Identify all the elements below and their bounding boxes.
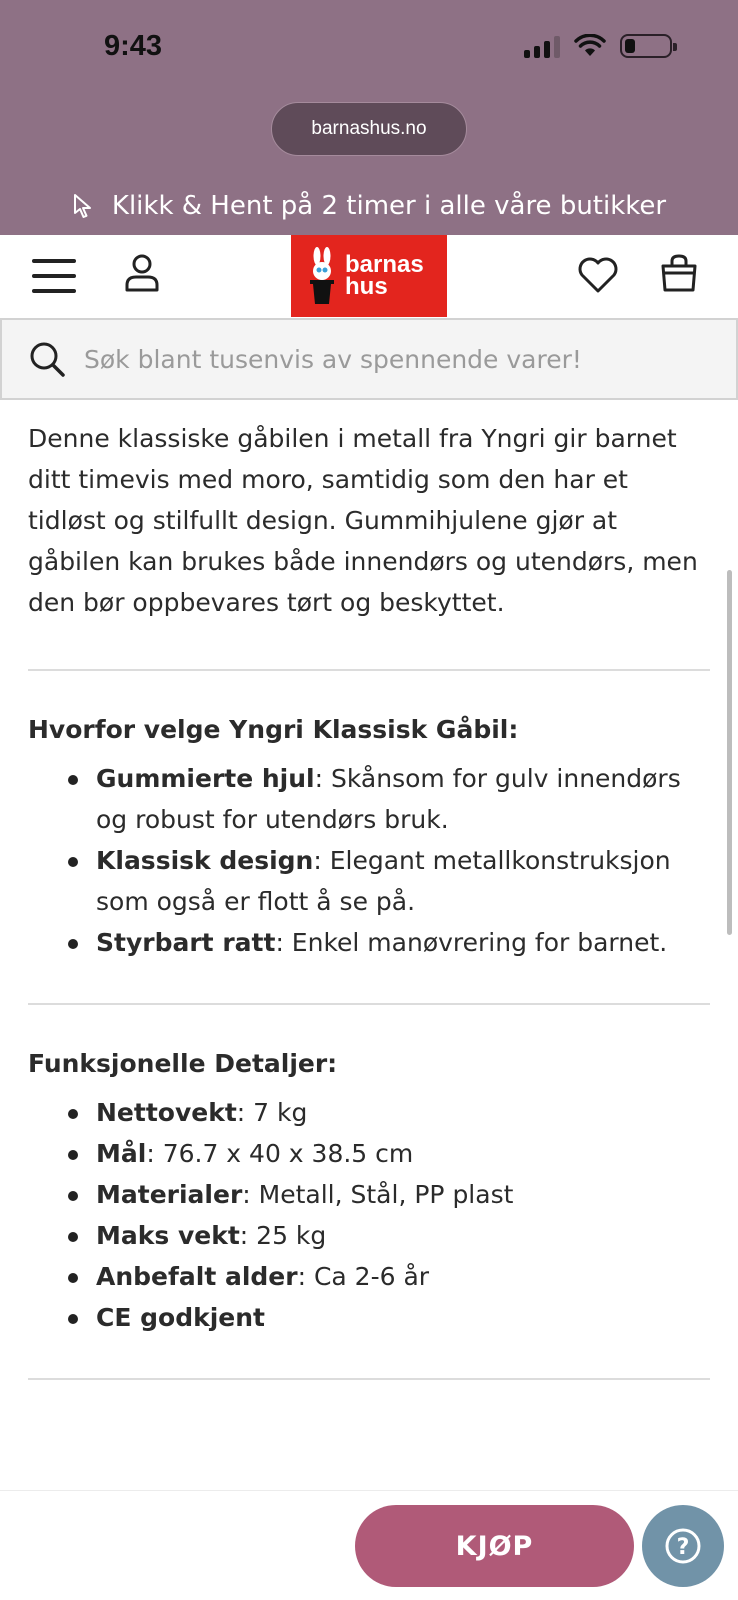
details-title: Funksjonelle Detaljer: [28, 1049, 338, 1078]
scrollbar[interactable] [727, 570, 732, 935]
item-label: Klassisk design [96, 846, 314, 875]
status-icons [524, 34, 672, 58]
svg-text:?: ? [676, 1535, 690, 1560]
menu-icon[interactable] [32, 259, 76, 293]
help-question-icon [663, 1526, 703, 1566]
search-input[interactable] [84, 345, 684, 374]
logo-line1: barnas [345, 251, 424, 278]
promo-text: Klikk & Hent på 2 timer i alle våre butikker [111, 191, 667, 221]
why-list [66, 758, 712, 963]
list-item [66, 1092, 712, 1133]
site-header [0, 235, 738, 317]
details-list [66, 1092, 712, 1338]
item-text: : Enkel manøvrering for barnet. [275, 928, 668, 957]
shopping-bag-icon[interactable] [660, 253, 698, 293]
help-button[interactable] [642, 1505, 724, 1587]
bunny-logo-icon [307, 246, 337, 306]
item-text: : Ca 2-6 år [297, 1262, 430, 1291]
bottom-action-bar [0, 1490, 738, 1600]
search-icon[interactable] [28, 340, 66, 378]
list-item [66, 758, 712, 840]
item-text: : 76.7 x 40 x 38.5 cm [146, 1139, 414, 1168]
wishlist-heart-icon[interactable] [577, 255, 619, 295]
item-label: Anbefalt alder [96, 1262, 298, 1291]
list-item [66, 1256, 712, 1297]
logo-line2: hus [345, 273, 388, 300]
item-label: Maks vekt [96, 1221, 240, 1250]
item-label: Materialer [96, 1180, 243, 1209]
product-description [28, 418, 712, 1380]
item-text: : 7 kg [236, 1098, 308, 1127]
wifi-icon [574, 34, 606, 58]
item-label: Gummierte hjul [96, 764, 315, 793]
list-item [66, 1133, 712, 1174]
logo-text [345, 251, 424, 300]
item-label: Styrbart ratt [96, 928, 276, 957]
item-label: Nettovekt [96, 1098, 237, 1127]
list-item [66, 840, 712, 922]
item-text: : Skånsom for gulv innendørs og robust for utendørs bruk. [96, 764, 681, 834]
cellular-signal-icon [524, 34, 560, 58]
list-item [66, 1215, 712, 1256]
divider [28, 669, 710, 671]
barnashus-logo[interactable] [291, 235, 447, 317]
top-bar [0, 0, 738, 235]
list-item [66, 1297, 712, 1338]
item-text: : 25 kg [239, 1221, 327, 1250]
list-item [66, 1174, 712, 1215]
list-item [66, 922, 712, 963]
user-account-icon[interactable] [124, 253, 160, 293]
url-bar[interactable]: barnashus.no [271, 102, 467, 156]
cursor-pointer-icon [72, 193, 94, 219]
item-label: Mål [96, 1139, 147, 1168]
item-text: : Metall, Stål, PP plast [242, 1180, 514, 1209]
description-text: Denne klassiske gåbilen i metall fra Yngri gir barnet ditt timevis med moro, samtidig som den har et tidløst og stilfullt design. Gummihjulene gjør at gåbilen kan brukes både innendørs og utendørs, men den bør oppbevares tørt og beskyttet. [28, 424, 698, 617]
status-time: 9:43 [104, 30, 163, 62]
why-title: Hvorfor velge Yngri Klassisk Gåbil: [28, 715, 519, 744]
item-text: : Elegant metallkonstruksjon som også er flott å se på. [96, 846, 671, 916]
battery-icon [620, 34, 672, 58]
item-label: CE godkjent [96, 1303, 265, 1332]
promo-banner[interactable] [0, 186, 738, 226]
search-bar[interactable] [0, 318, 738, 400]
buy-button[interactable]: KJØP [355, 1505, 634, 1587]
divider [28, 1378, 710, 1380]
divider [28, 1003, 710, 1005]
